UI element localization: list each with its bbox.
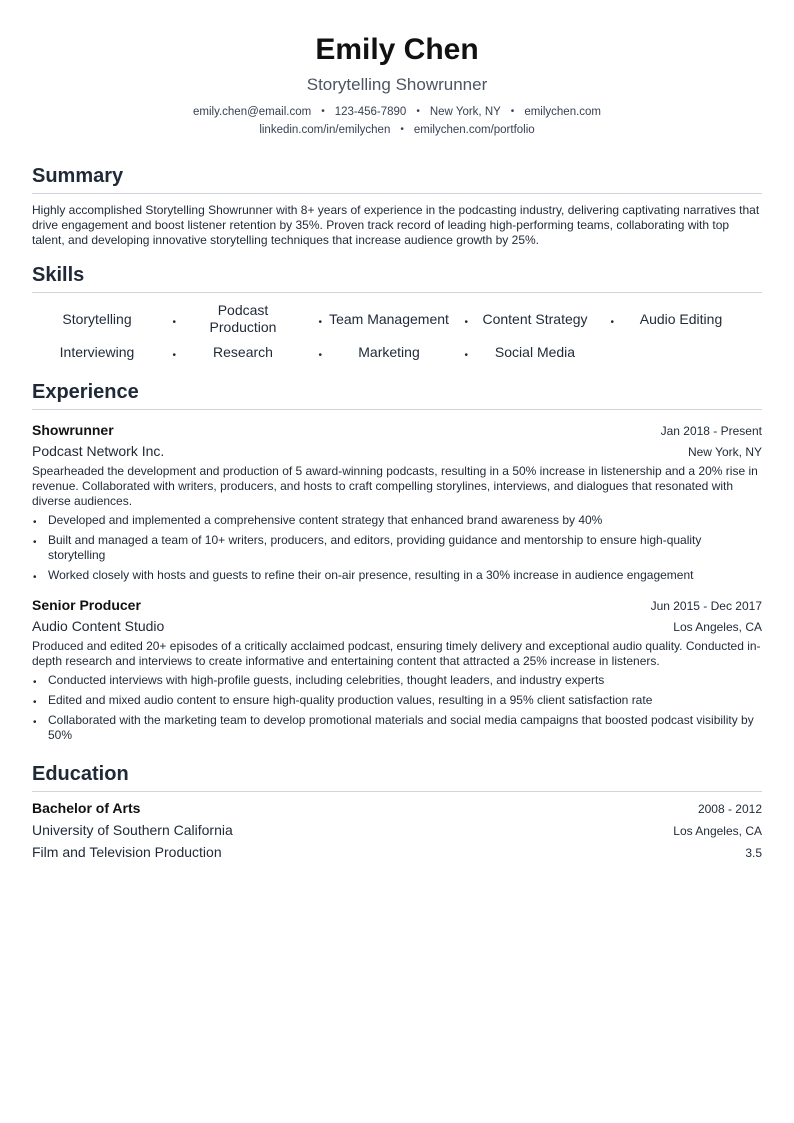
job-bullets <box>32 513 762 583</box>
contact-separator: • <box>510 106 515 117</box>
skill-item: Research • <box>178 339 308 365</box>
bullet-icon: • <box>33 517 37 528</box>
education-heading: Education <box>32 761 762 792</box>
job-location: Los Angeles, CA <box>673 620 762 634</box>
job-entry <box>32 420 762 583</box>
education-gpa: 3.5 <box>745 846 762 860</box>
skill-item: Social Media <box>494 343 576 360</box>
skill-separator: • <box>610 316 614 328</box>
list-item: • Conducted interviews with high-profile guests, including celebrities, thought leaders, and industry experts <box>33 673 605 688</box>
candidate-title: Storytelling Showrunner <box>306 75 488 94</box>
skill-separator: • <box>172 349 176 361</box>
education-location: Los Angeles, CA <box>673 824 762 838</box>
skills-list <box>32 302 762 365</box>
skill-item: Content Strategy • <box>470 302 600 336</box>
job-dates: Jan 2018 - Present <box>660 424 762 438</box>
contact-separator: • <box>321 106 325 117</box>
list-item: • Built and managed a team of 10+ writers, producers, and editors, providing guidance and mentorship to ensure high-quality storytelling <box>33 533 702 562</box>
skills-heading: Skills <box>32 262 762 293</box>
bullet-icon: • <box>33 572 37 583</box>
experience-heading: Experience <box>32 379 762 410</box>
job-location: New York, NY <box>687 445 762 459</box>
job-dates: Jun 2015 - Dec 2017 <box>650 599 762 613</box>
contact-line-2 <box>32 121 762 139</box>
job-entry <box>32 595 762 743</box>
contact-location: New York, NY <box>429 106 501 118</box>
list-item: • Developed and implemented a comprehensive content strategy that enhanced brand awareness by 40% <box>33 513 603 528</box>
skill-item: Marketing • <box>324 339 454 365</box>
contact-separator: • <box>400 124 404 135</box>
contact-portfolio[interactable]: emilychen.com/portfolio <box>413 124 535 136</box>
list-item: • Edited and mixed audio content to ensure high-quality production values, resulting in a 95% client satisfaction rate <box>33 693 653 708</box>
education-field: Film and Television Production <box>32 844 222 860</box>
skill-item: Storytelling • <box>32 302 162 336</box>
skill-item: Team Management • <box>324 302 454 336</box>
education-dates: 2008 - 2012 <box>697 802 762 816</box>
skill-separator: • <box>318 316 322 328</box>
contact-email[interactable]: emily.chen@email.com <box>192 106 312 118</box>
skill-separator: • <box>464 316 468 328</box>
job-role: Senior Producer <box>32 597 141 613</box>
skills-section <box>32 262 762 365</box>
contact-website[interactable]: emilychen.com <box>524 106 602 118</box>
contact-linkedin[interactable]: linkedin.com/in/emilychen <box>259 124 391 136</box>
job-bullets <box>32 673 762 743</box>
bullet-icon: • <box>33 717 37 728</box>
resume-header <box>32 0 762 139</box>
skill-separator: • <box>464 349 468 361</box>
job-description: Spearheaded the development and production of 5 award-winning podcasts, resulting in a 50% increase in listenership and a 20% rise in revenue. Collaborated with writers, producers, and hosts to craft compelling storylines, interviews, and dialogues that resonated with diverse audiences. <box>32 464 758 508</box>
contact-separator: • <box>416 106 420 117</box>
summary-text: Highly accomplished Storytelling Showrunner with 8+ years of experience in the podcasting industry, delivering captivating narratives that drive engagement and boost listener retention by 35%. Proven track record of leading high-performing teams, collaborating with top talent, and developing innovative storytelling techniques that increase audience growth by 25%. <box>32 203 760 247</box>
bullet-icon: • <box>33 537 37 548</box>
education-section <box>32 761 762 864</box>
skill-separator: • <box>172 316 176 328</box>
job-description: Produced and edited 20+ episodes of a critically acclaimed podcast, ensuring timely delivery and exceptional audio quality. Conducted in-depth research and interviews to create informative and entertaining content that attracted a 25% increase in listeners. <box>32 639 761 668</box>
job-company: Audio Content Studio <box>32 618 165 634</box>
skill-item: Interviewing • <box>32 339 162 365</box>
job-role: Showrunner <box>32 422 114 438</box>
list-item: • Collaborated with the marketing team to develop promotional materials and social media campaigns that boosted podcast visibility by 50% <box>33 713 754 742</box>
summary-heading: Summary <box>32 163 762 194</box>
candidate-name: Emily Chen <box>315 33 479 66</box>
list-item: • Worked closely with hosts and guests to refine their on-air presence, resulting in a 30% increase in audience engagement <box>33 568 694 583</box>
bullet-icon: • <box>33 677 37 688</box>
contact-line-1 <box>32 103 762 121</box>
skill-item: Audio Editing <box>639 310 723 327</box>
bullet-icon: • <box>33 697 37 708</box>
skill-separator: • <box>318 349 322 361</box>
education-degree: Bachelor of Arts <box>32 800 141 816</box>
contact-phone[interactable]: 123-456-7890 <box>334 106 407 118</box>
summary-section <box>32 163 762 248</box>
skill-item: Podcast Production • <box>209 302 322 335</box>
job-company: Podcast Network Inc. <box>32 443 165 459</box>
experience-section <box>32 379 762 743</box>
education-school: University of Southern California <box>32 822 233 838</box>
